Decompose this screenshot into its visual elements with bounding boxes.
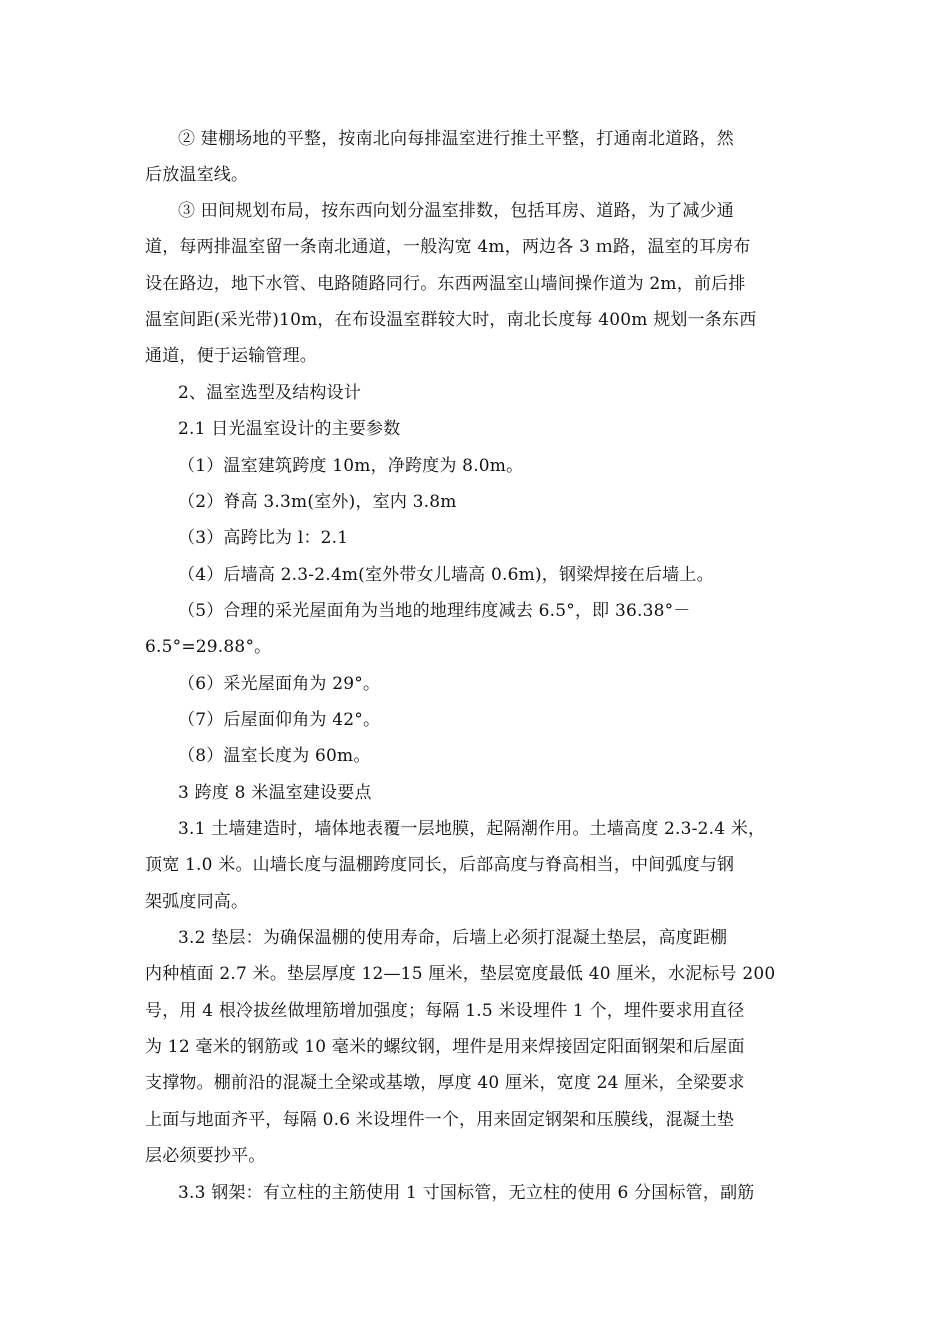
section-heading: 2、温室选型及结构设计 [178, 383, 362, 403]
list-item: （2）脊高 3.3m(室外)，室内 3.8m [178, 492, 457, 512]
list-item: （8）温室长度为 60m。 [178, 746, 371, 766]
text-line: 架弧度同高。 [145, 892, 249, 912]
text-line: 3.3 钢架：有立柱的主筋使用 1 寸国标管，无立柱的使用 6 分国标管，副筋 [178, 1183, 755, 1203]
text-line: 3.2 垫层：为确保温棚的使用寿命，后墙上必须打混凝土垫层，高度距棚 [178, 928, 728, 948]
text-line: 后放温室线。 [145, 165, 249, 185]
text-line: 号，用 4 根冷拔丝做埋筋增加强度；每隔 1.5 米设埋件 1 个，埋件要求用直径 [145, 1001, 745, 1021]
text-line: 顶宽 1.0 米。山墙长度与温棚跨度同长，后部高度与脊高相当，中间弧度与钢 [145, 855, 735, 875]
list-item: （7）后屋面仰角为 42°。 [178, 710, 381, 730]
list-item: （6）采光屋面角为 29°。 [178, 674, 381, 694]
text-line: 温室间距(采光带)10m，在布设温室群较大时，南北长度每 400m 规划一条东西 [145, 310, 757, 330]
list-item: （5）合理的采光屋面角为当地的地理纬度减去 6.5°，即 36.38°－ [178, 601, 691, 621]
text-line: 为 12 毫米的钢筋或 10 毫米的螺纹钢，埋件是用来焊接固定阳面钢架和后屋面 [145, 1037, 745, 1057]
list-item: （3）高跨比为 l：2.1 [178, 528, 349, 548]
text-line: 设在路边，地下水管、电路随路同行。东西两温室山墙间操作道为 2m，前后排 [145, 274, 746, 294]
text-line: 内种植面 2.7 米。垫层厚度 12—15 厘米，垫层宽度最低 40 厘米，水泥标号 200 [145, 964, 776, 984]
list-item: （4）后墙高 2.3-2.4m(室外带女儿墙高 0.6m)，钢梁焊接在后墙上。 [178, 565, 714, 585]
text-line: 通道，便于运输管理。 [145, 346, 317, 366]
list-item: （1）温室建筑跨度 10m，净跨度为 8.0m。 [178, 456, 524, 476]
text-line: 支撑物。棚前沿的混凝土全梁或基墩，厚度 40 厘米，宽度 24 厘米，全梁要求 [145, 1073, 745, 1093]
subsection-heading: 2.1 日光温室设计的主要参数 [178, 419, 401, 439]
text-line: ③ 田间规划布局，按东西向划分温室排数，包括耳房、道路，为了减少通 [178, 201, 735, 221]
text-line: 6.5°=29.88°。 [145, 637, 272, 657]
text-line: 层必须要抄平。 [145, 1146, 266, 1166]
section-heading: 3 跨度 8 米温室建设要点 [178, 783, 372, 803]
text-line: 3.1 土墙建造时，墙体地表覆一层地膜，起隔潮作用。土墙高度 2.3-2.4 米， [178, 819, 766, 839]
text-line: 道，每两排温室留一条南北通道，一般沟宽 4m，两边各 3 ｍ路，温室的耳房布 [145, 237, 751, 257]
text-line: ② 建棚场地的平整，按南北向每排温室进行推土平整，打通南北道路，然 [178, 129, 735, 149]
text-line: 上面与地面齐平，每隔 0.6 米设埋件一个，用来固定钢架和压膜线，混凝土垫 [145, 1110, 735, 1130]
